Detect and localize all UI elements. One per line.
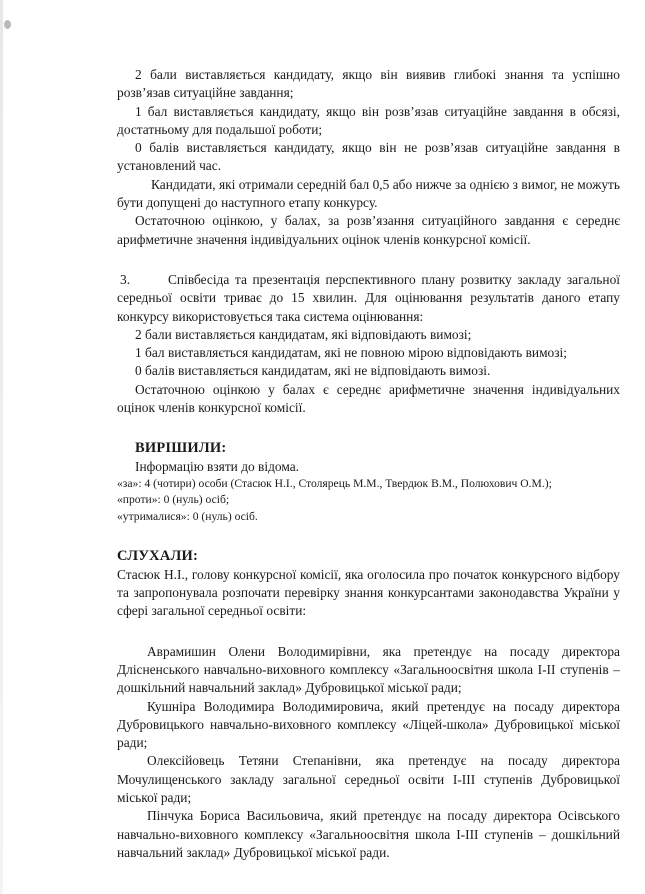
scan-speck — [4, 20, 11, 29]
scan-edge — [0, 0, 3, 894]
candidate-oleksiiovets: Олексійовець Тетяни Степанівни, яка претендує на посаду директора Мочулищенського закладу загальної середньої освіти І-ІІІ ступенів Дубровицької міської ради; — [117, 753, 620, 805]
spacer — [117, 417, 620, 439]
spacer — [117, 249, 620, 271]
spacer — [117, 525, 620, 547]
votes-against: «проти»: 0 (нуль) осіб; — [117, 493, 230, 507]
paragraph-score-1: 1 бал виставляється кандидату, якщо він розв’язав ситуаційне завдання в обсязі, достатньому для подальшої роботи; — [117, 103, 620, 137]
spacer — [117, 621, 620, 643]
item-3-number: 3. — [120, 271, 131, 287]
paragraph-final-score: Остаточною оцінкою, у балах, за розв’язання ситуаційного завдання є середнє арифметичне значення індивідуальних оцінок членів конкурсної комісії. — [117, 213, 620, 247]
document-page — [117, 66, 620, 862]
decided-heading: ВИРІШИЛИ: — [135, 440, 227, 457]
paragraph-score-0: 0 балів виставляється кандидату, якщо він не розв’язав ситуаційне завдання в установлений час. — [117, 140, 620, 174]
votes-abstain: «утрималися»: 0 (нуль) осіб. — [117, 509, 258, 523]
paragraph-score-2: 2 бали виставляється кандидату, якщо він виявив глибокі знання та успішно розв’язав ситуаційне завдання; — [117, 67, 620, 101]
item-3-final: Остаточною оцінкою у балах є середнє арифметичне значення індивідуальних оцінок членів конкурсної комісії. — [117, 381, 620, 416]
item-3-score-2: 2 бали виставляється кандидатам, які відповідають вимозі; — [135, 326, 472, 342]
item-3-score-1: 1 бал виставляється кандидатам, які не повною мірою відповідають вимозі; — [135, 345, 567, 361]
candidate-pinchuk: Пінчука Бориса Васильовича, який претендує на посаду директора Осівського навчально-виховного комплексу «Загальноосвітня школа І-ІІІ ступенів – дошкільний навчальний заклад» Дубровицької міської ради. — [117, 808, 620, 860]
candidate-avramyshyn: Аврамишин Олени Володимирівни, яка претендує на посаду директора Длісненського навчально-виховного комплексу «Загальноосвітня школа І-ІІ ступенів – дошкільний навчальний заклад» Дубровицької міської ради; — [117, 643, 620, 696]
votes-for: «за»: 4 (чотири) особи (Стасюк Н.І., Столярець М.М., Твердюк В.М., Полюхович О.М.); — [117, 476, 552, 490]
heard-heading: СЛУХАЛИ: — [117, 548, 199, 565]
item-3-text: Співбесіда та презентація перспективного плану розвитку закладу загальної середньої освіти триває до 15 хвилин. Для оцінювання результатів даного етапу конкурсу використовується така система оцінювання: — [117, 271, 620, 324]
paragraph-admission: Кандидати, які отримали середній бал 0,5 або нижче за однією з вимог, не можуть бути допущені до наступного етапу конкурсу. — [117, 176, 620, 211]
decided-text: Інформацію взяти до відома. — [135, 458, 300, 474]
candidate-kushnir: Кушніра Володимира Володимировича, який претендує на посаду директора Дубровицького навчально-виховного комплексу «Ліцей-школа» Дубровицької міської ради; — [117, 698, 620, 751]
item-3-score-0: 0 балів виставляється кандидатам, які не відповідають вимозі. — [135, 363, 491, 379]
item-3-paragraph — [117, 271, 620, 326]
heard-text: Стасюк Н.І., голову конкурсної комісії, яка оголосила про початок конкурсного відбору та запропонувала розпочати перевірку знання конкурсантами законодавства України у сфері загальної середньої освіти: — [117, 566, 620, 619]
